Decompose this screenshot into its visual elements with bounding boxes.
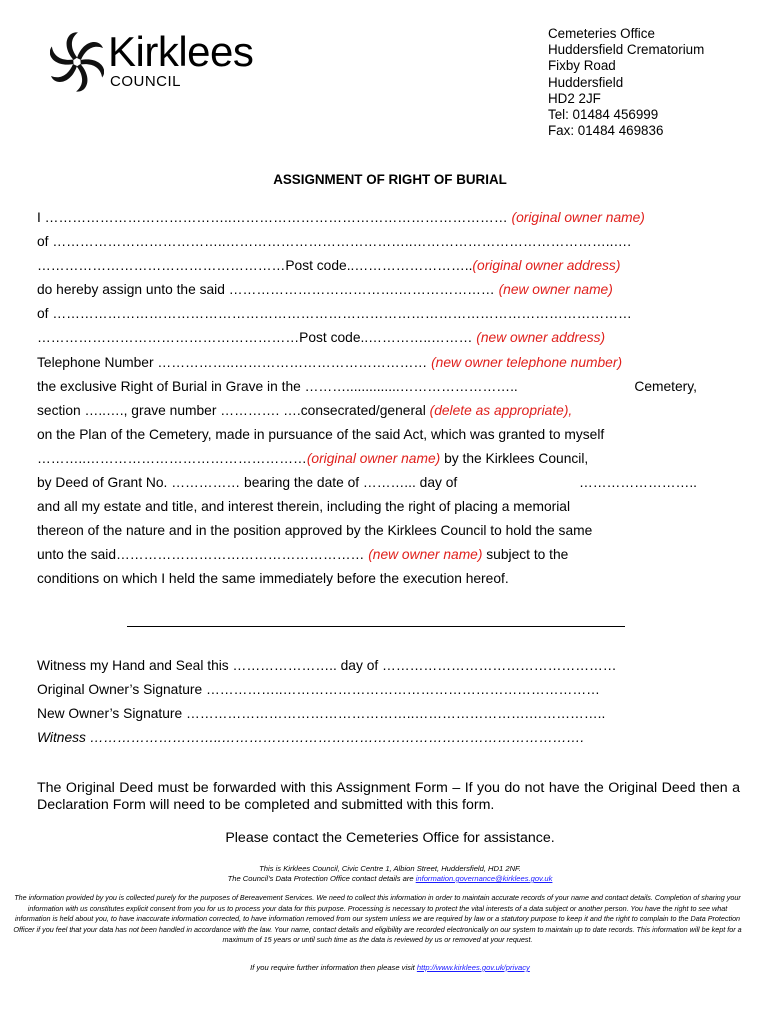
- field-hint: (new owner address): [472, 330, 606, 346]
- field-hint: (new owner telephone number): [427, 354, 623, 370]
- original-owner-name-line[interactable]: [37, 206, 697, 230]
- body-text-line: [37, 519, 697, 543]
- granted-to-line[interactable]: [37, 447, 697, 471]
- line-text: by the Kirklees Council,: [440, 450, 589, 466]
- line-text: Telephone Number ……………..……………………………………: [37, 354, 428, 370]
- dpo-email-link[interactable]: information.governance@kirklees.gov.uk: [415, 874, 553, 883]
- cemetery-line[interactable]: [37, 375, 697, 399]
- witness-signature-line[interactable]: Witness ………………………..…………………………………………………………………….: [37, 730, 585, 746]
- line-text: on the Plan of the Cemetery, made in pursuance of the said Act, which was granted to myself: [37, 426, 605, 442]
- address-line: HD2 2JF: [548, 90, 601, 106]
- new-owner-telephone-line[interactable]: [37, 351, 697, 375]
- line-text: I …………………………………..……………………………………………………: [37, 210, 508, 225]
- pinwheel-logo-icon: [50, 32, 104, 92]
- witness-hand-and-seal-line[interactable]: Witness my Hand and Seal this ………………….. day of ……………………………………………: [37, 658, 617, 673]
- address-telephone: Tel: 01484 456999: [548, 107, 659, 123]
- council-address-footer: This is Kirklees Council, Civic Centre 1, Albion Street, Huddersfield, HD1 2NF.: [259, 864, 521, 873]
- logo-subtitle: COUNCIL: [110, 73, 182, 90]
- line-text: subject to the: [482, 547, 569, 563]
- section-grave-line[interactable]: [37, 399, 697, 423]
- line-text: …………………………………………………Post code..…………..………: [37, 330, 473, 346]
- address-line: Huddersfield: [548, 74, 624, 90]
- unto-the-said-line[interactable]: [37, 543, 697, 567]
- body-text-line: [37, 423, 697, 447]
- contact-instruction: Please contact the Cemeteries Office for assistance.: [225, 830, 555, 846]
- address-fax: Fax: 01484 469836: [548, 123, 664, 139]
- line-text: of ………………………………………………………………………………………………………………: [37, 306, 632, 322]
- field-hint: (new owner name): [494, 282, 613, 298]
- section-divider: [127, 626, 625, 627]
- field-hint: (new owner name): [364, 547, 483, 563]
- line-text: ………..…………………………………………: [37, 450, 307, 466]
- document-title: ASSIGNMENT OF RIGHT OF BURIAL: [273, 172, 507, 187]
- deed-of-grant-line[interactable]: [37, 471, 697, 495]
- visit-prefix: If you require further information then please visit: [250, 963, 417, 972]
- kirklees-council-logo: [50, 30, 290, 94]
- office-address: [548, 26, 704, 139]
- line-text: ……………………..: [578, 475, 697, 491]
- line-text: conditions on which I held the same immediately before the execution hereof.: [37, 571, 509, 587]
- line-text: thereon of the nature and in the position approved by the Kirklees Council to hold the same: [37, 523, 593, 539]
- address-line: Cemeteries Office: [548, 26, 655, 41]
- original-deed-note: The Original Deed must be forwarded with this Assignment Form – If you do not have the Original Deed then a Declaration Form will need to be completed and submitted with this form.: [37, 780, 740, 813]
- body-text-line: [37, 567, 697, 591]
- new-owner-name-line[interactable]: [37, 278, 697, 302]
- field-hint: (original owner address): [472, 258, 621, 274]
- line-text: the exclusive Right of Burial in Grave in the ………..............……………………..: [37, 378, 518, 394]
- line-text: by Deed of Grant No. …………… bearing the date of ………... day of: [37, 475, 458, 491]
- line-text: of ………………………………..…………………………………..……………………………………..….: [37, 234, 632, 250]
- new-owner-address-line-2[interactable]: [37, 326, 697, 350]
- original-owner-address-line-1[interactable]: [37, 230, 697, 254]
- privacy-notice: The information provided by you is collected purely for the purposes of Bereavement Services. We need to collect this information in order to maintain accurate records of your name and contact details. Completion of sharing your information with us constitutes explicit consent from you for us to process your data for this purpose. Processing is necessary to protect the vital interests of a data subject or another person. You have the right to see what information is held about you, to have inaccurate information corrected, to have information removed from our system unless we are required by law or a statutory purpose to keep it and the right to complain to the Data Protection Officer if you feel that your data has not been handled in accordance with the law. Your name, contact details and eligibility are recorded electronically on our system to maintain up to date records. This information will be kept for a maximum of 15 years or until such time as the data is reviewed by us or removed at your request.: [13, 893, 742, 945]
- privacy-link[interactable]: http://www.kirklees.gov.uk/privacy: [416, 963, 530, 972]
- address-line: Huddersfield Crematorium: [548, 42, 705, 58]
- privacy-url-footer: [0, 963, 770, 973]
- address-line: Fixby Road: [548, 58, 616, 74]
- line-text: Cemetery,: [634, 378, 697, 394]
- original-owner-signature-line[interactable]: Original Owner’s Signature ……………..……………………………………………………………: [37, 682, 600, 698]
- dpo-prefix: The Council’s Data Protection Office contact details are: [227, 874, 416, 883]
- line-text: do hereby assign unto the said ……………………………….…………………: [37, 282, 495, 298]
- field-hint: (delete as appropriate),: [429, 402, 573, 418]
- new-owner-signature-line[interactable]: New Owner’s Signature …………………………………………..…………………….……………..: [37, 706, 606, 722]
- field-hint: (original owner name): [507, 210, 645, 225]
- line-text: unto the said………………………………………………: [37, 547, 365, 563]
- new-owner-address-line-1[interactable]: [37, 302, 697, 326]
- signature-block: [37, 654, 617, 750]
- original-owner-address-line-2[interactable]: [37, 254, 697, 278]
- form-body: [37, 206, 697, 592]
- logo-wordmark: Kirklees: [108, 28, 254, 75]
- body-text-line: [37, 495, 697, 519]
- line-text: section …..…., grave number …………. ….consecrated/general: [37, 402, 430, 418]
- field-hint: (original owner name): [306, 450, 441, 466]
- dpo-contact-footer: [0, 874, 770, 884]
- line-text: and all my estate and title, and interest therein, including the right of placing a memorial: [37, 499, 571, 515]
- line-text: ………………………………………………Post code..……………………..: [37, 258, 473, 274]
